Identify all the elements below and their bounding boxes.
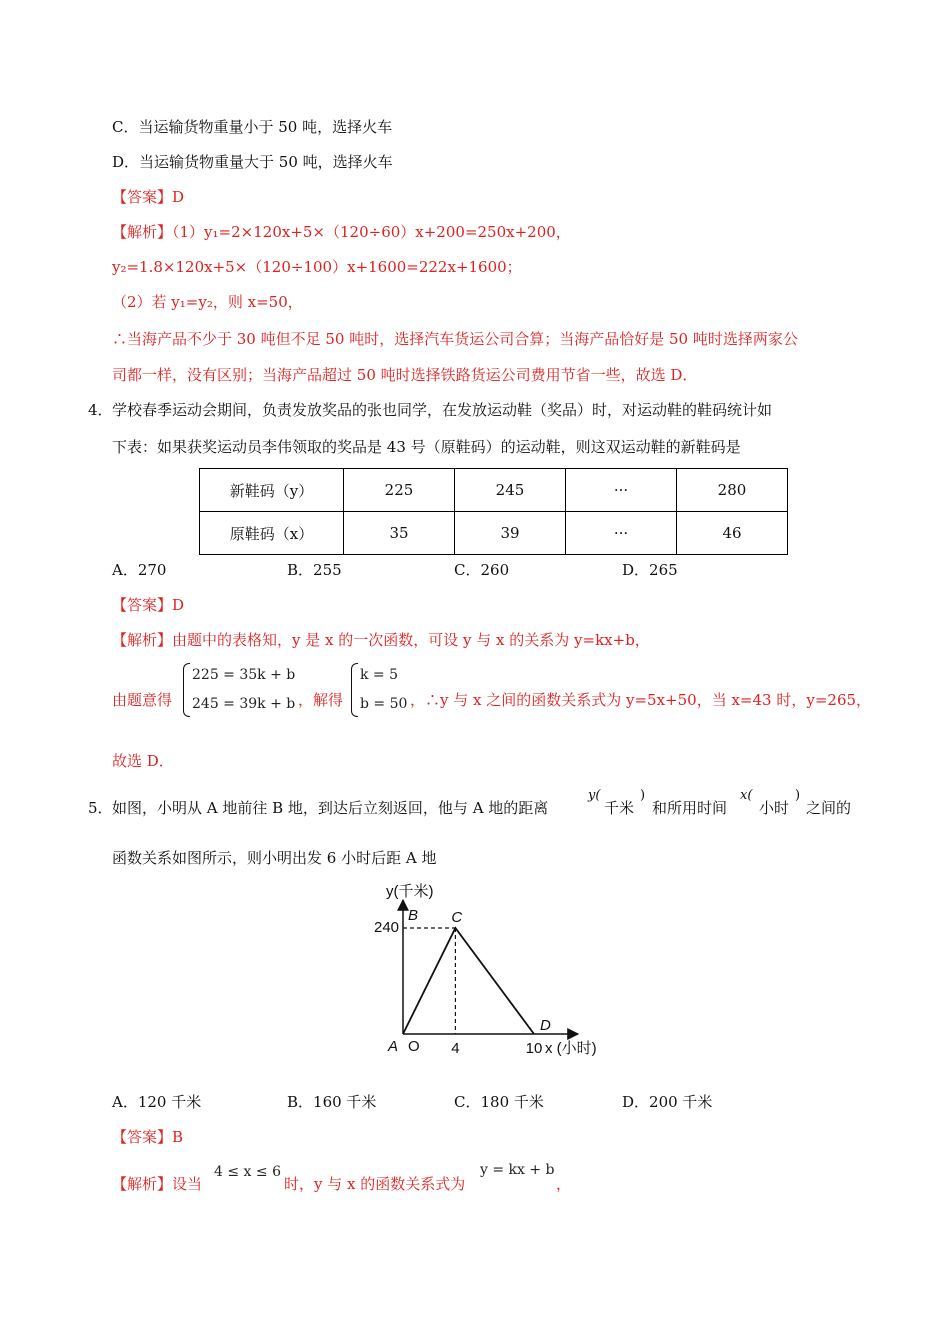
left-brace	[183, 663, 190, 717]
x-tick-10: 10	[525, 1040, 543, 1057]
q5-answer	[112, 1127, 183, 1147]
q5-paren: )	[640, 788, 646, 803]
table-cell: ···	[566, 512, 677, 555]
row-label-new: 新鞋码（y）	[200, 469, 344, 512]
x-tick-4: 4	[451, 1040, 460, 1057]
q4-option-b: B．255	[287, 561, 342, 579]
analysis-tag: 【解析】	[112, 223, 173, 241]
q5-number: 5．	[88, 799, 113, 817]
point-c-label: C	[451, 909, 463, 926]
point-b-label: B	[408, 907, 419, 924]
point-d-label: D	[540, 1017, 551, 1034]
origin-label: O	[408, 1038, 420, 1055]
table-cell: 39	[455, 512, 566, 555]
q3-option-c: C．当运输货物重量小于 50 吨，选择火车	[112, 118, 393, 136]
q4-analysis-line2: ，∴y 与 x 之间的函数关系式为 y=5x+50，当 x=43 时，y=265，	[410, 691, 872, 709]
q5-inequality: 4 ≤ x ≤ 6	[214, 1164, 281, 1180]
q3-analysis-line4: ∴当海产品不少于 30 吨但不足 50 吨时，选择汽车货运公司合算；当海产品恰好是 50 吨时选择两家公	[112, 330, 798, 348]
q4-option-d: D．265	[622, 561, 678, 579]
q5-option-c: C．180 千米	[454, 1093, 544, 1111]
table-row	[200, 469, 788, 512]
table-row	[200, 512, 788, 555]
q5-x-var: x(	[740, 788, 753, 803]
q3-analysis-line1	[112, 222, 571, 242]
system2-eq1: k = 5	[360, 667, 399, 683]
q3-analysis-line2: y₂=1.8×120x+5×（120÷100）x+1600=222x+1600；	[112, 258, 522, 276]
analysis-tag: 【解析】	[112, 1175, 173, 1193]
answer-tag: 【答案】	[112, 1128, 173, 1146]
q4-stem-line1: 学校春季运动会期间，负责发放奖品的张也同学，在发放运动鞋（奖品）时，对运动鞋的鞋码统计如	[112, 401, 773, 419]
q3-analysis-line3: （2）若 y₁=y₂，则 x=50，	[112, 293, 303, 311]
q5-analysis-end: ，	[556, 1175, 572, 1193]
q5-stem-middle: 和所用时间	[652, 799, 728, 817]
x-axis-label: x (小时)	[545, 1040, 597, 1057]
answer-tag: 【答案】	[112, 188, 173, 206]
left-brace	[351, 663, 358, 717]
y-tick-240: 240	[374, 919, 400, 936]
q3-option-d: D．当运输货物重量大于 50 吨，选择火车	[112, 153, 393, 171]
shoe-size-table	[199, 468, 788, 555]
q5-stem-line2: 函数关系如图所示，则小明出发 6 小时后距 A 地	[112, 849, 437, 867]
analysis-text: （1）y₁=2×120x+5×（120÷60）x+200=250x+200，	[172, 223, 571, 241]
system2-eq2: b = 50	[360, 696, 408, 712]
q5-paren: )	[795, 788, 801, 803]
q5-unit-hour: 小时	[759, 799, 790, 817]
q5-option-d: D．200 千米	[622, 1093, 713, 1111]
analysis-text: 设当	[172, 1175, 203, 1193]
y-axis-label: y(千米)	[386, 883, 434, 900]
q3-answer	[112, 187, 184, 207]
q4-answer	[112, 595, 184, 615]
answer-tag: 【答案】	[112, 596, 173, 614]
table-cell: 280	[677, 469, 788, 512]
analysis-text: 由题中的表格知，y 是 x 的一次函数，可设 y 与 x 的关系为 y=kx+b，	[172, 631, 650, 649]
q5-analysis-middle: 时，y 与 x 的函数关系式为	[284, 1175, 466, 1193]
table-cell: 35	[344, 512, 455, 555]
q5-unit-km: 千米	[604, 799, 635, 817]
q4-solve-text: ，解得	[298, 691, 344, 709]
table-cell: 245	[455, 469, 566, 512]
q4-option-a: A．270	[112, 561, 167, 579]
table-cell: 225	[344, 469, 455, 512]
table-cell: 46	[677, 512, 788, 555]
q5-y-var: y(	[588, 788, 601, 803]
system1-eq1: 225 = 35k + b	[192, 667, 296, 683]
q5-stem-end: 之间的	[806, 799, 852, 817]
system1-eq2: 245 = 39k + b	[192, 696, 296, 712]
point-a-label: A	[388, 1038, 399, 1055]
q5-analysis-prefix	[112, 1174, 202, 1194]
q5-option-a: A．120 千米	[112, 1093, 202, 1111]
answer-value: D	[172, 596, 185, 614]
answer-value: D	[172, 188, 185, 206]
q4-stem-line2: 下表：如果获奖运动员李伟领取的奖品是 43 号（原鞋码）的运动鞋，则这双运动鞋的新鞋码是	[112, 438, 741, 456]
series-line-distance	[403, 928, 534, 1034]
q4-equation-prefix: 由题意得	[112, 691, 173, 709]
analysis-tag: 【解析】	[112, 631, 173, 649]
q5-stem-line1: 如图，小明从 A 地前往 B 地，到达后立刻返回，他与 A 地的距离	[112, 799, 549, 817]
row-label-old: 原鞋码（x）	[200, 512, 344, 555]
q4-analysis-line1	[112, 630, 650, 650]
q4-analysis-line3: 故选 D．	[112, 752, 174, 770]
table-cell: ···	[566, 469, 677, 512]
q4-number: 4．	[88, 401, 113, 419]
q4-option-c: C．260	[454, 561, 510, 579]
q5-option-b: B．160 千米	[287, 1093, 377, 1111]
q3-analysis-line5: 司都一样，没有区别；当海产品超过 50 吨时选择铁路货运公司费用节省一些，故选 D．	[112, 366, 698, 384]
q5-function-form: y = kx + b	[480, 1162, 555, 1178]
answer-value: B	[172, 1128, 184, 1146]
